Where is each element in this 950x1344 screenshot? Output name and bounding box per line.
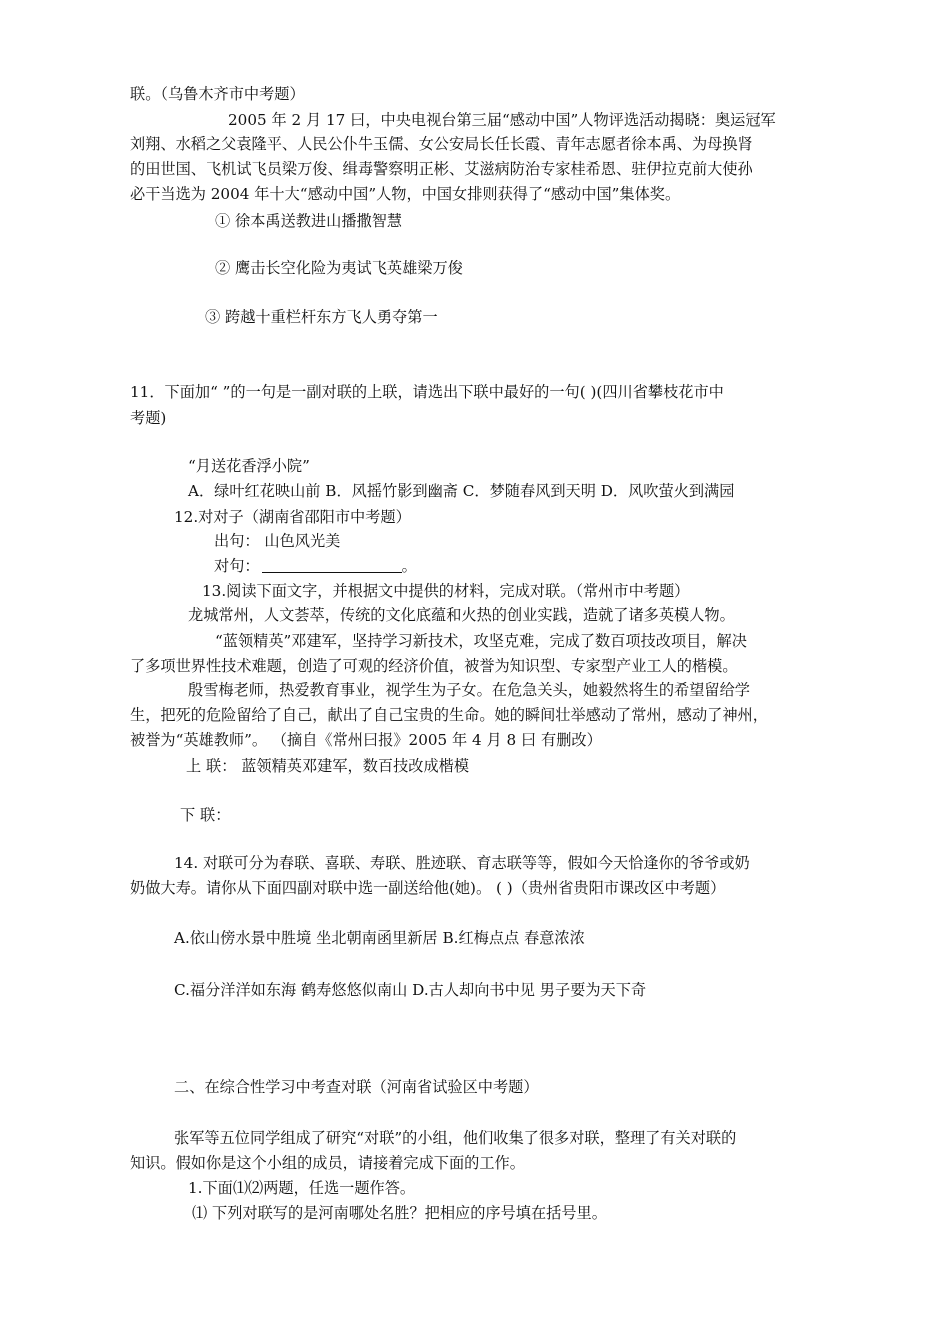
text-line: 必干当选为 2004 年十大“感动中国”人物，中国女排则获得了“感动中国”集体奖。	[130, 185, 681, 203]
text-line: 出句： 山色风光美	[214, 532, 341, 550]
question-12: 12.对对子（湖南省邵阳市中考题）	[174, 508, 411, 526]
text-line: 对句： 。	[214, 557, 417, 575]
options-line: A．绿叶红花映山前 B．风摇竹影到幽斋 C．梦随春风到天明 D．风吹萤火到满园	[188, 482, 735, 500]
text-line: 张军等五位同学组成了研究“对联”的小组，他们收集了很多对联，整理了有关对联的	[174, 1129, 737, 1147]
text-line: 被誉为“英雄教师”。 （摘自《常州曰报》2005 年 4 月 8 曰 有删改）	[130, 731, 602, 749]
text-line: 的田世国、飞机试飞员梁万俊、缉毒警察明正彬、艾滋病防治专家桂希恩、驻伊拉克前大使孙	[130, 160, 753, 178]
question-14: 14. 对联可分为春联、喜联、寿联、胜迹联、育志联等等，假如今天恰逢你的爷爷或奶	[174, 854, 750, 872]
list-item: ① 徐本禹送教进山播撒智慧	[215, 212, 403, 230]
options-line: C.福分洋洋如东海 鹤寿悠悠似南山 D.古人却向书中见 男子要为天下奇	[174, 981, 647, 999]
text-line: 生，把死的危险留给了自己，献出了自己宝贵的生命。她的瞬间壮举感动了常州，感动了神州，	[130, 706, 768, 724]
list-item: ③ 跨越十重栏杆东方飞人勇夺第一	[205, 308, 438, 326]
text-line: 知识。假如你是这个小组的成员，请接着完成下面的工作。	[130, 1154, 525, 1172]
text-line: 殷雪梅老师，热爱教育事业，视学生为子女。在危急关头，她毅然将生的希望留给学	[188, 681, 750, 699]
question-13: 13.阅读下面文字，并根据文中提供的材料，完成对联。（常州市中考题）	[202, 582, 690, 600]
text-line: 上 联： 蓝领精英邓建军，数百技改成楷模	[186, 757, 470, 775]
text-line: 刘翔、水稻之父袁隆平、人民公仆牛玉儒、女公安局长任长霞、青年志愿者徐本禹、为母换肾	[130, 135, 753, 153]
question-11: 11．下面加“ ”的一句是一副对联的上联，请选出下联中最好的一句( )(四川省攀枝花市中	[130, 383, 724, 401]
text-line: 奶做大寿。请你从下面四副对联中选一副送给他(她)。 ( )（贵州省贵阳市课改区中考题）	[130, 879, 726, 897]
answer-blank[interactable]	[262, 558, 402, 573]
text-line: 龙城常州，人文荟萃，传统的文化底蕴和火热的创业实践，造就了诸多英模人物。	[188, 606, 735, 624]
text-line: 联。（乌鲁木齐市中考题）	[130, 85, 305, 103]
text-line: “蓝领精英”邓建军，坚持学习新技术，攻坚克难，完成了数百项技改项目，解决	[215, 632, 747, 650]
text-line: 1.下面⑴⑵两题，任选一题作答。	[188, 1179, 416, 1197]
text-line: “月送花香浮小院”	[188, 457, 310, 475]
options-line: A.依山傍水景中胜境 坐北朝南函里新居 B.红梅点点 春意浓浓	[174, 929, 585, 947]
list-item: ② 鹰击长空化险为夷试飞英雄梁万俊	[215, 259, 463, 277]
text-line: 2005 年 2 月 17 曰，中央电视台第三届“感动中国”人物评选活动揭晓：奥运冠军	[228, 111, 776, 129]
text-line: 了多项世界性技术难题，创造了可观的经济价值，被誉为知识型、专家型产业工人的楷模。	[130, 657, 738, 675]
section-heading: 二、在综合性学习中考查对联（河南省试验区中考题）	[174, 1078, 539, 1096]
text-line: 考题)	[130, 409, 167, 427]
text-line: ⑴ 下列对联写的是河南哪处名胜？把相应的序号填在括号里。	[192, 1204, 607, 1222]
text-line: 下 联：	[180, 806, 231, 824]
